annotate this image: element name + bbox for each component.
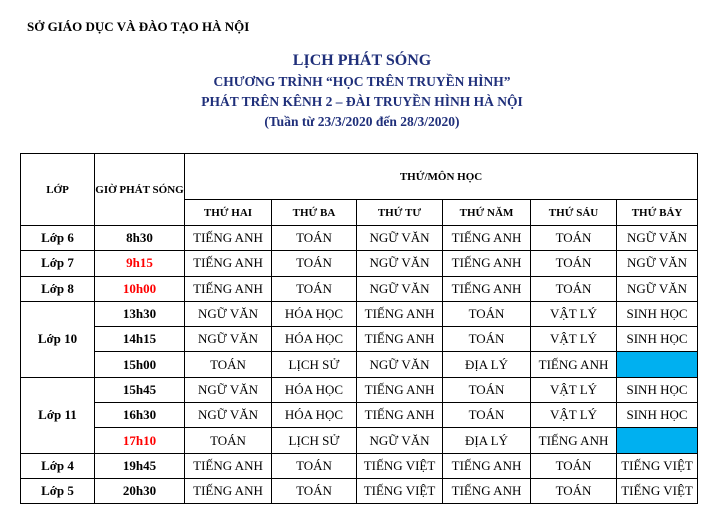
subject-cell: TOÁN xyxy=(272,453,357,478)
header-day-subject: THỨ/MÔN HỌC xyxy=(185,154,698,200)
class-cell: Lớp 7 xyxy=(21,251,95,276)
class-cell: Lớp 5 xyxy=(21,478,95,503)
time-cell: 8h30 xyxy=(95,226,185,251)
subject-cell: TOÁN xyxy=(531,276,617,301)
time-cell: 13h30 xyxy=(95,301,185,326)
subject-cell: NGỮ VĂN xyxy=(357,352,443,377)
subject-cell: TIẾNG ANH xyxy=(357,327,443,352)
subject-cell: SINH HỌC xyxy=(617,403,698,428)
subject-cell: TOÁN xyxy=(272,226,357,251)
subject-cell: TIẾNG VIỆT xyxy=(357,478,443,503)
subject-cell: TIẾNG ANH xyxy=(443,251,531,276)
class-cell: Lớp 10 xyxy=(21,301,95,377)
subject-cell: TIẾNG ANH xyxy=(531,352,617,377)
subject-cell: TOÁN xyxy=(531,251,617,276)
table-row xyxy=(21,226,698,251)
subtitle-program: CHƯƠNG TRÌNH “HỌC TRÊN TRUYỀN HÌNH” xyxy=(213,74,511,89)
page-title: LỊCH PHÁT SÓNG xyxy=(292,52,432,69)
time-cell: 20h30 xyxy=(95,478,185,503)
class-cell: Lớp 11 xyxy=(21,377,95,453)
header-day: THỨ HAI xyxy=(185,200,272,226)
subject-cell: TOÁN xyxy=(272,251,357,276)
subject-cell: TOÁN xyxy=(185,352,272,377)
empty-highlight-cell xyxy=(617,428,698,453)
subject-cell: NGỮ VĂN xyxy=(185,327,272,352)
subject-cell: TIẾNG ANH xyxy=(185,276,272,301)
subject-cell: TIẾNG ANH xyxy=(185,226,272,251)
subject-cell: TOÁN xyxy=(272,478,357,503)
subject-cell: TOÁN xyxy=(443,301,531,326)
subject-cell: TOÁN xyxy=(531,478,617,503)
subject-cell: SINH HỌC xyxy=(617,377,698,402)
subject-cell: TOÁN xyxy=(443,327,531,352)
subject-cell: HÓA HỌC xyxy=(272,377,357,402)
subject-cell: NGỮ VĂN xyxy=(357,251,443,276)
subject-cell: VẬT LÝ xyxy=(531,377,617,402)
class-cell: Lớp 4 xyxy=(21,453,95,478)
table-row xyxy=(21,327,698,352)
time-cell: 9h15 xyxy=(95,251,185,276)
subject-cell: VẬT LÝ xyxy=(531,301,617,326)
subject-cell: NGỮ VĂN xyxy=(617,226,698,251)
time-cell: 14h15 xyxy=(95,327,185,352)
subject-cell: NGỮ VĂN xyxy=(357,428,443,453)
subject-cell: TOÁN xyxy=(185,428,272,453)
table-row xyxy=(21,403,698,428)
subject-cell: TOÁN xyxy=(272,276,357,301)
subject-cell: TIẾNG ANH xyxy=(357,403,443,428)
title-block xyxy=(0,50,724,132)
subject-cell: NGỮ VĂN xyxy=(617,251,698,276)
subject-cell: TIẾNG ANH xyxy=(185,453,272,478)
org-name: SỞ GIÁO DỤC VÀ ĐÀO TẠO HÀ NỘI xyxy=(27,19,250,34)
table-row xyxy=(21,377,698,402)
subject-cell: HÓA HỌC xyxy=(272,301,357,326)
subject-cell: TOÁN xyxy=(531,453,617,478)
subtitle-channel: PHÁT TRÊN KÊNH 2 – ĐÀI TRUYỀN HÌNH HÀ NỘI xyxy=(201,94,523,109)
subject-cell: TIẾNG VIỆT xyxy=(357,453,443,478)
time-cell: 19h45 xyxy=(95,453,185,478)
subject-cell: LỊCH SỬ xyxy=(272,352,357,377)
subject-cell: TIẾNG VIỆT xyxy=(617,478,698,503)
header-day: THỨ NĂM xyxy=(443,200,531,226)
time-cell: 15h45 xyxy=(95,377,185,402)
table-row xyxy=(21,453,698,478)
subject-cell: SINH HỌC xyxy=(617,301,698,326)
table-row xyxy=(21,428,698,453)
subject-cell: NGỮ VĂN xyxy=(357,226,443,251)
subject-cell: TIẾNG ANH xyxy=(443,478,531,503)
subject-cell: TIẾNG ANH xyxy=(357,377,443,402)
class-cell: Lớp 6 xyxy=(21,226,95,251)
subject-cell: SINH HỌC xyxy=(617,327,698,352)
table-row xyxy=(21,478,698,503)
subject-cell: NGỮ VĂN xyxy=(185,301,272,326)
table-row xyxy=(21,276,698,301)
header-day: THỨ BẢY xyxy=(617,200,698,226)
header-class: LỚP xyxy=(21,154,95,226)
subject-cell: TIẾNG VIỆT xyxy=(617,453,698,478)
subject-cell: TIẾNG ANH xyxy=(443,276,531,301)
subject-cell: TIẾNG ANH xyxy=(185,251,272,276)
subject-cell: NGỮ VĂN xyxy=(357,276,443,301)
subject-cell: LỊCH SỬ xyxy=(272,428,357,453)
subject-cell: NGỮ VĂN xyxy=(185,403,272,428)
subject-cell: HÓA HỌC xyxy=(272,327,357,352)
subject-cell: NGỮ VĂN xyxy=(617,276,698,301)
schedule-table xyxy=(20,153,698,504)
header-time: GIỜ PHÁT SÓNG xyxy=(95,154,185,226)
subject-cell: TIẾNG ANH xyxy=(185,478,272,503)
subject-cell: ĐỊA LÝ xyxy=(443,428,531,453)
subject-cell: VẬT LÝ xyxy=(531,327,617,352)
header-day: THỨ SÁU xyxy=(531,200,617,226)
subject-cell: TIẾNG ANH xyxy=(443,226,531,251)
time-cell: 15h00 xyxy=(95,352,185,377)
time-cell: 17h10 xyxy=(95,428,185,453)
subtitle-week: (Tuần từ 23/3/2020 đến 28/3/2020) xyxy=(264,114,460,129)
subject-cell: HÓA HỌC xyxy=(272,403,357,428)
subject-cell: TIẾNG ANH xyxy=(531,428,617,453)
subject-cell: TOÁN xyxy=(531,226,617,251)
subject-cell: TIẾNG ANH xyxy=(357,301,443,326)
header-day: THỨ TƯ xyxy=(357,200,443,226)
subject-cell: NGỮ VĂN xyxy=(185,377,272,402)
subject-cell: VẬT LÝ xyxy=(531,403,617,428)
class-cell: Lớp 8 xyxy=(21,276,95,301)
empty-highlight-cell xyxy=(617,352,698,377)
subject-cell: ĐỊA LÝ xyxy=(443,352,531,377)
header-day: THỨ BA xyxy=(272,200,357,226)
time-cell: 16h30 xyxy=(95,403,185,428)
subject-cell: TIẾNG ANH xyxy=(443,453,531,478)
time-cell: 10h00 xyxy=(95,276,185,301)
table-row xyxy=(21,352,698,377)
subject-cell: TOÁN xyxy=(443,377,531,402)
table-row xyxy=(21,251,698,276)
subject-cell: TOÁN xyxy=(443,403,531,428)
table-row xyxy=(21,301,698,326)
